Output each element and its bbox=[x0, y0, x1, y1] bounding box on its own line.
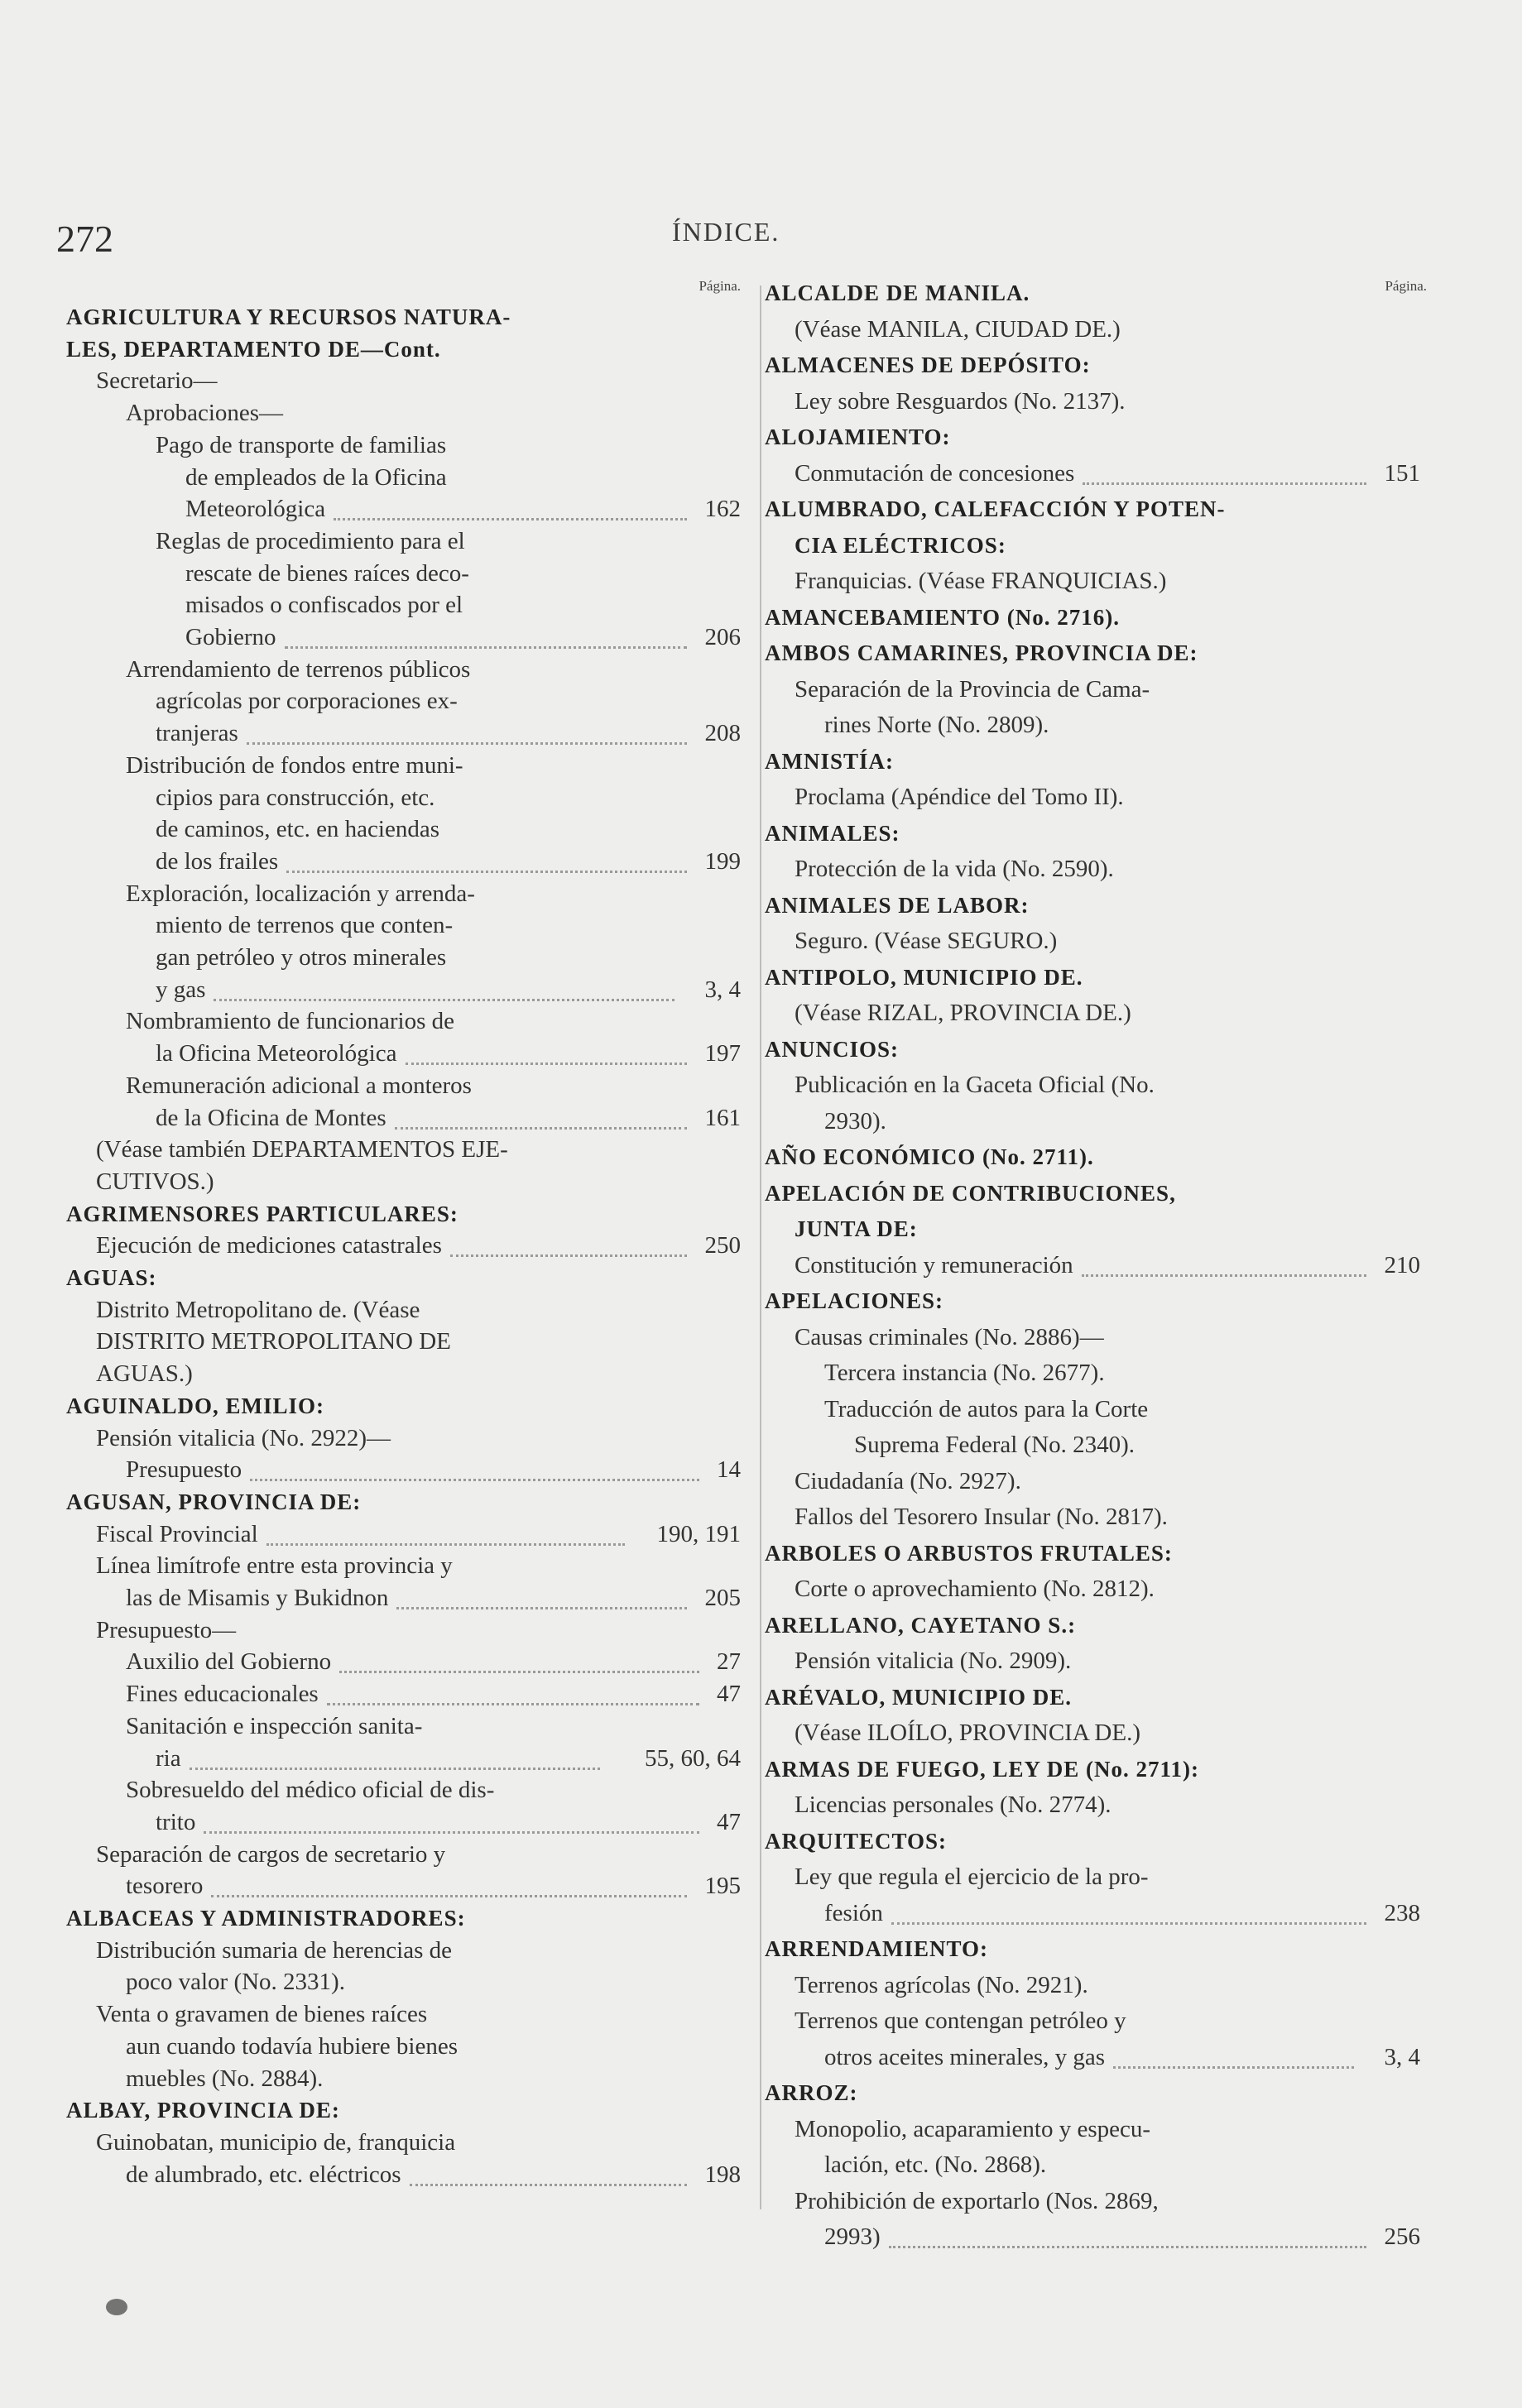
index-entry bbox=[765, 2184, 1410, 2219]
index-entry bbox=[66, 1293, 724, 1327]
page-reference: 161 bbox=[704, 1104, 741, 1131]
index-entry-with-page bbox=[66, 1036, 741, 1071]
index-heading bbox=[66, 1197, 724, 1231]
dot-leader bbox=[334, 492, 687, 520]
dot-leader bbox=[891, 1896, 1366, 1925]
ink-stain bbox=[106, 2299, 127, 2315]
dot-leader bbox=[190, 1741, 600, 1770]
index-entry bbox=[66, 780, 724, 815]
index-heading bbox=[765, 600, 1410, 635]
entry-text: rines Norte (No. 2809). bbox=[824, 712, 1049, 738]
entry-text: Fines educacionales bbox=[126, 1681, 319, 1708]
entry-text: Línea limítrofe entre esta provincia y bbox=[96, 1552, 453, 1580]
entry-text: Separación de cargos de secretario y bbox=[96, 1840, 446, 1868]
entry-text: Aprobaciones— bbox=[126, 400, 284, 427]
entry-text: gan petróleo y otros minerales bbox=[156, 944, 447, 971]
entry-text: ARÉVALO, MUNICIPIO DE. bbox=[765, 1684, 1073, 1710]
entry-text: ARROZ: bbox=[765, 2080, 858, 2105]
entry-text: DISTRITO METROPOLITANO DE bbox=[96, 1328, 451, 1355]
entry-text: 2930). bbox=[824, 1107, 886, 1134]
index-entry bbox=[765, 923, 1410, 958]
entry-text: (Véase también DEPARTAMENTOS EJE- bbox=[96, 1136, 508, 1163]
index-entry bbox=[66, 748, 724, 783]
index-entry bbox=[66, 363, 724, 398]
index-heading bbox=[765, 492, 1410, 526]
index-heading bbox=[765, 1536, 1410, 1571]
entry-text: tranjeras bbox=[156, 720, 238, 747]
index-entry bbox=[765, 1104, 1410, 1139]
index-entry bbox=[765, 564, 1410, 598]
index-entry bbox=[66, 524, 724, 559]
entry-text: Arrendamiento de terrenos públicos bbox=[126, 655, 471, 683]
entry-text: trito bbox=[156, 1808, 196, 1835]
dot-leader bbox=[395, 1101, 687, 1130]
index-entry bbox=[765, 851, 1410, 886]
index-entry bbox=[66, 1709, 724, 1744]
entry-text: (Véase RIZAL, PROVINCIA DE.) bbox=[795, 1000, 1131, 1026]
dot-leader bbox=[1083, 456, 1366, 485]
dot-leader bbox=[406, 1036, 687, 1065]
index-entry bbox=[765, 1499, 1410, 1534]
index-entry-with-page bbox=[66, 716, 741, 751]
index-entry bbox=[765, 1968, 1410, 2003]
entry-text: AGUAS: bbox=[66, 1265, 157, 1290]
index-heading bbox=[66, 1389, 724, 1423]
entry-text: de la Oficina de Montes bbox=[156, 1104, 387, 1131]
index-entry-with-page bbox=[66, 1868, 741, 1903]
index-heading bbox=[765, 1211, 1410, 1246]
entry-text: Venta o gravamen de bienes raíces bbox=[96, 2001, 428, 2028]
index-entry bbox=[66, 396, 724, 430]
index-entry bbox=[66, 684, 724, 718]
index-entry bbox=[66, 460, 724, 495]
entry-text: Franquicias. (Véase FRANQUICIAS.) bbox=[795, 568, 1167, 594]
page-reference: 195 bbox=[704, 1873, 741, 1900]
entry-text: AGUINALDO, EMILIO: bbox=[66, 1393, 325, 1418]
entry-text: AGUAS.) bbox=[96, 1360, 193, 1388]
dot-leader bbox=[1082, 1248, 1366, 1277]
index-entry-with-page bbox=[66, 1676, 741, 1711]
entry-text: ANIMALES: bbox=[765, 820, 900, 846]
entry-text: Fiscal Provincial bbox=[96, 1520, 258, 1547]
entry-text: LES, DEPARTAMENTO DE—Cont. bbox=[66, 336, 441, 362]
index-entry bbox=[765, 2003, 1410, 2038]
entry-text: ARBOLES O ARBUSTOS FRUTALES: bbox=[765, 1540, 1173, 1566]
dot-leader bbox=[285, 620, 687, 649]
entry-text: AMNISTÍA: bbox=[765, 748, 895, 774]
index-entry bbox=[66, 652, 724, 687]
entry-text: las de Misamis y Bukidnon bbox=[126, 1585, 389, 1611]
index-entry bbox=[765, 672, 1410, 707]
entry-text: Terrenos agrícolas (No. 2921). bbox=[795, 1971, 1088, 1998]
index-entry bbox=[66, 1421, 724, 1456]
entry-text: ARMAS DE FUEGO, LEY DE (No. 2711): bbox=[765, 1756, 1200, 1782]
page-reference: 3, 4 bbox=[1384, 2043, 1420, 2070]
page-reference: 27 bbox=[717, 1648, 741, 1676]
entry-text: Constitución y remuneración bbox=[795, 1251, 1073, 1278]
index-entry bbox=[66, 1933, 724, 1968]
page-reference: 198 bbox=[704, 2161, 741, 2188]
index-entry bbox=[765, 1392, 1410, 1427]
entry-text: Reglas de procedimiento para el bbox=[156, 527, 465, 554]
entry-text: ALMACENES DE DEPÓSITO: bbox=[765, 353, 1091, 377]
index-entry bbox=[66, 2029, 724, 2064]
column-header-pagina: Página. bbox=[1385, 278, 1427, 294]
page-reference: 206 bbox=[704, 624, 741, 650]
entry-text: Distrito Metropolitano de. (Véase bbox=[96, 1296, 420, 1323]
page-reference: 47 bbox=[717, 1808, 741, 1835]
dot-leader bbox=[1113, 2040, 1354, 2069]
page-title: ÍNDICE. bbox=[672, 217, 780, 247]
page-number: 272 bbox=[56, 218, 113, 260]
index-entry-with-page bbox=[66, 1228, 741, 1263]
page-reference: 208 bbox=[704, 720, 741, 747]
page-reference: 3, 4 bbox=[704, 976, 741, 1003]
index-entry-with-page bbox=[765, 456, 1420, 491]
index-entry-with-page bbox=[66, 1101, 741, 1135]
index-entry-with-page bbox=[66, 844, 741, 879]
entry-text: ARELLANO, CAYETANO S.: bbox=[765, 1612, 1077, 1638]
index-heading bbox=[66, 2093, 724, 2127]
entry-text: Pensión vitalicia (No. 2909). bbox=[795, 1648, 1072, 1674]
entry-text: ARQUITECTOS: bbox=[765, 1828, 948, 1854]
index-entry-with-page bbox=[66, 972, 741, 1007]
index-heading bbox=[66, 300, 724, 334]
index-entry bbox=[66, 1548, 724, 1583]
index-entry bbox=[765, 779, 1410, 814]
entry-text: Seguro. (Véase SEGURO.) bbox=[795, 928, 1058, 954]
page-reference: 47 bbox=[717, 1681, 741, 1708]
index-entry bbox=[66, 1997, 724, 2031]
index-heading bbox=[765, 636, 1410, 670]
entry-text: ALOJAMIENTO: bbox=[765, 425, 951, 449]
index-entry-with-page bbox=[765, 1896, 1420, 1931]
index-entry bbox=[66, 1068, 724, 1103]
entry-text: ALUMBRADO, CALEFACCIÓN Y POTEN- bbox=[765, 496, 1226, 521]
page-reference: 162 bbox=[704, 496, 741, 523]
index-entry-with-page bbox=[66, 492, 741, 526]
entry-text: Tercera instancia (No. 2677). bbox=[824, 1360, 1105, 1386]
entry-text: Presupuesto— bbox=[96, 1616, 237, 1643]
entry-text: AGRICULTURA Y RECURSOS NATURA- bbox=[66, 305, 511, 329]
entry-text: Separación de la Provincia de Cama- bbox=[795, 675, 1150, 703]
dot-leader bbox=[889, 2219, 1366, 2248]
entry-text: Ejecución de mediciones catastrales bbox=[96, 1232, 442, 1259]
index-entry bbox=[765, 1427, 1410, 1462]
dot-leader bbox=[214, 972, 675, 1001]
dot-leader bbox=[450, 1228, 687, 1257]
index-entry bbox=[765, 1787, 1410, 1822]
entry-text: Suprema Federal (No. 2340). bbox=[854, 1432, 1135, 1458]
entry-text: Ley sobre Resguardos (No. 2137). bbox=[795, 387, 1126, 415]
index-heading bbox=[765, 744, 1410, 779]
dot-leader bbox=[396, 1581, 687, 1609]
entry-text: ALBAY, PROVINCIA DE: bbox=[66, 2098, 340, 2123]
index-entry bbox=[765, 1571, 1410, 1606]
index-heading bbox=[765, 1680, 1410, 1715]
entry-text: otros aceites minerales, y gas bbox=[824, 2043, 1106, 2070]
entry-text: Distribución sumaria de herencias de bbox=[96, 1936, 453, 1964]
entry-text: ANUNCIOS: bbox=[765, 1036, 900, 1062]
index-entry bbox=[765, 708, 1410, 742]
entry-text: Corte o aprovechamiento (No. 2812). bbox=[795, 1576, 1155, 1602]
entry-text: lación, etc. (No. 2868). bbox=[824, 2151, 1047, 2178]
entry-text: Fallos del Tesorero Insular (No. 2817). bbox=[795, 1504, 1168, 1530]
index-heading bbox=[765, 1283, 1410, 1318]
index-entry-with-page bbox=[66, 2157, 741, 2192]
index-entry bbox=[66, 2125, 724, 2160]
index-entry bbox=[765, 1643, 1410, 1678]
entry-text: Pago de transporte de familias bbox=[156, 431, 447, 458]
index-entry bbox=[66, 812, 724, 847]
page-reference: 205 bbox=[704, 1585, 741, 1611]
index-heading bbox=[765, 1139, 1410, 1174]
entry-text: Causas criminales (No. 2886)— bbox=[795, 1323, 1104, 1350]
entry-text: y gas bbox=[156, 976, 206, 1003]
entry-text: de alumbrado, etc. eléctricos bbox=[126, 2161, 401, 2188]
page-reference: 55, 60, 64 bbox=[645, 1744, 741, 1772]
entry-text: de los frailes bbox=[156, 847, 279, 875]
index-heading bbox=[66, 1485, 724, 1519]
entry-text: Distribución de fondos entre muni- bbox=[126, 751, 463, 779]
page-reference: 190, 191 bbox=[656, 1520, 741, 1547]
entry-text: Terrenos que contengan petróleo y bbox=[795, 2007, 1126, 2034]
entry-text: JUNTA DE: bbox=[795, 1216, 918, 1241]
index-entry bbox=[66, 588, 724, 622]
entry-text: AGUSAN, PROVINCIA DE: bbox=[66, 1489, 362, 1514]
index-heading bbox=[765, 816, 1410, 851]
index-entry-with-page bbox=[765, 1248, 1420, 1283]
entry-text: ARRENDAMIENTO: bbox=[765, 1936, 989, 1961]
index-heading bbox=[66, 1260, 724, 1295]
index-entry-with-page bbox=[765, 2219, 1420, 2254]
entry-text: muebles (No. 2884). bbox=[126, 2065, 324, 2092]
index-entry-with-page bbox=[765, 2040, 1420, 2075]
entry-text: Ley que regula el ejercicio de la pro- bbox=[795, 1864, 1149, 1890]
index-entry bbox=[66, 1613, 724, 1648]
index-entry bbox=[765, 1464, 1410, 1499]
index-entry bbox=[66, 1004, 724, 1039]
entry-text: cipios para construcción, etc. bbox=[156, 784, 435, 811]
entry-text: la Oficina Meteorológica bbox=[156, 1040, 397, 1067]
entry-text: rescate de bienes raíces deco- bbox=[185, 559, 469, 587]
entry-text: ANTIPOLO, MUNICIPIO DE. bbox=[765, 964, 1083, 990]
entry-text: miento de terrenos que conten- bbox=[156, 912, 454, 939]
entry-text: Guinobatan, municipio de, franquicia bbox=[96, 2128, 456, 2156]
entry-text: Publicación en la Gaceta Oficial (No. bbox=[795, 1072, 1155, 1098]
entry-text: (Véase MANILA, CIUDAD DE.) bbox=[795, 315, 1121, 343]
dot-leader bbox=[327, 1676, 699, 1705]
index-heading bbox=[765, 1931, 1410, 1966]
entry-text: Secretario— bbox=[96, 367, 218, 395]
index-entry bbox=[66, 2061, 724, 2096]
index-heading bbox=[765, 2075, 1410, 2110]
entry-text: (Véase ILOÍLO, PROVINCIA DE.) bbox=[795, 1720, 1140, 1746]
index-entry bbox=[66, 556, 724, 591]
index-entry bbox=[765, 2112, 1410, 2147]
index-entry-with-page bbox=[66, 1644, 741, 1679]
entry-text: Conmutación de concesiones bbox=[795, 459, 1075, 487]
entry-text: ALCALDE DE MANILA. bbox=[765, 281, 1030, 305]
entry-text: Monopolio, acaparamiento y especu- bbox=[795, 2115, 1151, 2142]
index-entry bbox=[66, 1356, 724, 1391]
index-heading bbox=[765, 1176, 1410, 1211]
page-reference: 14 bbox=[717, 1456, 741, 1484]
page-reference: 197 bbox=[704, 1040, 741, 1067]
entry-text: poco valor (No. 2331). bbox=[126, 1969, 345, 1996]
entry-text: APELACIÓN DE CONTRIBUCIONES, bbox=[765, 1180, 1176, 1206]
index-entry bbox=[765, 995, 1410, 1030]
index-entry bbox=[765, 1859, 1410, 1894]
index-heading bbox=[765, 1608, 1410, 1643]
index-heading bbox=[765, 420, 1410, 454]
entry-text: Sanitación e inspección sanita- bbox=[126, 1712, 423, 1739]
entry-text: Exploración, localización y arrenda- bbox=[126, 880, 475, 907]
index-entry bbox=[66, 1164, 724, 1199]
entry-text: aun cuando todavía hubiere bienes bbox=[126, 2032, 459, 2060]
index-heading bbox=[765, 888, 1410, 923]
index-entry-with-page bbox=[66, 1805, 741, 1840]
index-entry bbox=[765, 1355, 1410, 1390]
entry-text: ria bbox=[156, 1744, 181, 1772]
dot-leader bbox=[247, 716, 687, 745]
index-heading bbox=[66, 1901, 724, 1936]
index-entry-with-page bbox=[66, 1452, 741, 1487]
index-heading bbox=[66, 332, 724, 367]
entry-text: Traducción de autos para la Corte bbox=[824, 1395, 1149, 1422]
column-header-pagina: Página. bbox=[699, 278, 741, 294]
index-entry bbox=[66, 1772, 724, 1807]
entry-text: Proclama (Apéndice del Tomo II). bbox=[795, 784, 1124, 810]
entry-text: AMANCEBAMIENTO (No. 2716). bbox=[765, 604, 1120, 630]
index-entry bbox=[765, 1067, 1410, 1102]
entry-text: Licencias personales (No. 2774). bbox=[795, 1792, 1111, 1818]
entry-text: Ciudadanía (No. 2927). bbox=[795, 1467, 1021, 1494]
entry-text: tesorero bbox=[126, 1873, 204, 1900]
entry-text: 2993) bbox=[824, 2223, 881, 2250]
entry-text: Meteorológica bbox=[185, 496, 326, 523]
page-reference: 256 bbox=[1384, 2223, 1420, 2250]
index-heading bbox=[765, 528, 1410, 563]
entry-text: de caminos, etc. en haciendas bbox=[156, 816, 440, 843]
index-heading bbox=[765, 1752, 1410, 1787]
entry-text: Auxilio del Gobierno bbox=[126, 1648, 332, 1676]
page-reference: 210 bbox=[1384, 1251, 1420, 1278]
index-entry-with-page bbox=[66, 620, 741, 655]
index-entry bbox=[765, 1715, 1410, 1750]
index-entry bbox=[765, 2147, 1410, 2182]
index-entry bbox=[765, 384, 1410, 419]
entry-text: ALBACEAS Y ADMINISTRADORES: bbox=[66, 1906, 466, 1931]
column-divider bbox=[760, 285, 761, 2209]
dot-leader bbox=[339, 1644, 699, 1673]
index-entry bbox=[66, 1837, 724, 1872]
entry-text: CUTIVOS.) bbox=[96, 1168, 214, 1195]
entry-text: ANIMALES DE LABOR: bbox=[765, 892, 1030, 918]
entry-text: Gobierno bbox=[185, 624, 276, 650]
dot-leader bbox=[286, 844, 687, 873]
entry-text: Pensión vitalicia (No. 2922)— bbox=[96, 1424, 391, 1451]
entry-text: Remuneración adicional a monteros bbox=[126, 1072, 472, 1099]
dot-leader bbox=[250, 1452, 699, 1481]
dot-leader bbox=[204, 1805, 699, 1834]
index-entry bbox=[765, 1320, 1410, 1355]
dot-leader bbox=[266, 1517, 625, 1546]
dot-leader bbox=[211, 1868, 687, 1897]
index-entry bbox=[66, 876, 724, 911]
index-heading bbox=[765, 960, 1410, 995]
index-entry-with-page bbox=[66, 1517, 741, 1552]
entry-text: Sobresueldo del médico oficial de dis- bbox=[126, 1777, 495, 1804]
entry-text: Prohibición de exportarlo (Nos. 2869, bbox=[795, 2187, 1159, 2214]
page-reference: 250 bbox=[704, 1232, 741, 1259]
index-entry bbox=[66, 1132, 724, 1167]
page-reference: 151 bbox=[1384, 459, 1420, 487]
entry-text: Presupuesto bbox=[126, 1456, 242, 1484]
entry-text: Protección de la vida (No. 2590). bbox=[795, 856, 1114, 882]
index-heading bbox=[765, 276, 1410, 310]
entry-text: AGRIMENSORES PARTICULARES: bbox=[66, 1201, 459, 1226]
index-entry bbox=[66, 428, 724, 463]
entry-text: misados o confiscados por el bbox=[185, 592, 463, 619]
index-heading bbox=[765, 1032, 1410, 1067]
entry-text: CIA ELÉCTRICOS: bbox=[795, 532, 1006, 558]
index-entry bbox=[66, 1964, 724, 1999]
entry-text: AÑO ECONÓMICO (No. 2711). bbox=[765, 1144, 1094, 1169]
entry-text: de empleados de la Oficina bbox=[185, 463, 447, 491]
index-entry bbox=[66, 1324, 724, 1359]
dot-leader bbox=[410, 2157, 687, 2186]
entry-text: APELACIONES: bbox=[765, 1288, 944, 1313]
entry-text: agrícolas por corporaciones ex- bbox=[156, 688, 458, 715]
page-reference: 199 bbox=[704, 847, 741, 875]
entry-text: fesión bbox=[824, 1899, 883, 1926]
index-entry bbox=[66, 940, 724, 975]
entry-text: Nombramiento de funcionarios de bbox=[126, 1008, 455, 1035]
index-heading bbox=[765, 1824, 1410, 1859]
index-entry bbox=[66, 908, 724, 943]
index-entry-with-page bbox=[66, 1741, 741, 1776]
index-heading bbox=[765, 348, 1410, 382]
page-reference: 238 bbox=[1384, 1899, 1420, 1926]
index-entry-with-page bbox=[66, 1581, 741, 1615]
index-entry bbox=[765, 312, 1410, 347]
entry-text: AMBOS CAMARINES, PROVINCIA DE: bbox=[765, 640, 1198, 665]
